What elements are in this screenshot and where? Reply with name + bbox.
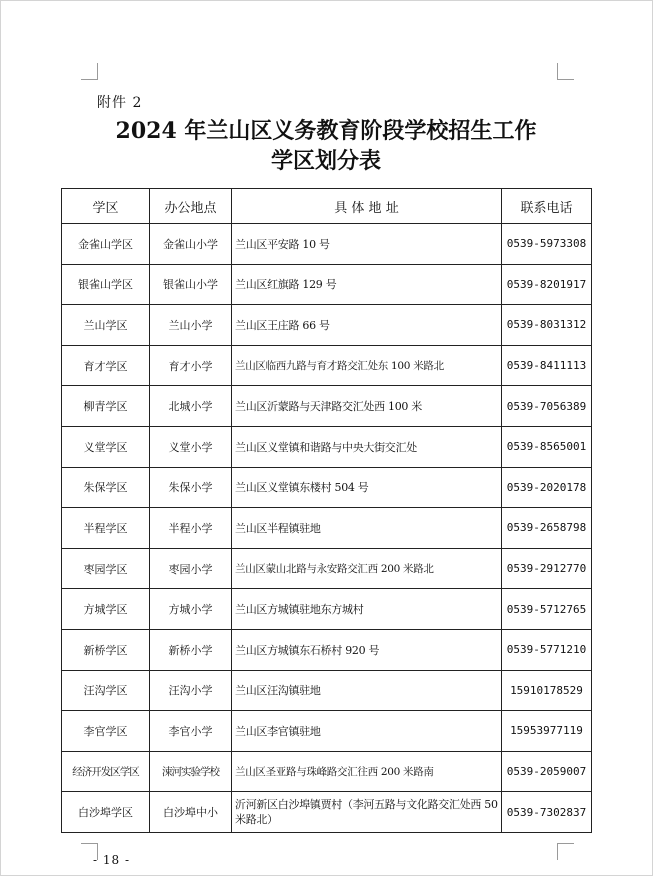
cell-district: 兰山学区 xyxy=(62,305,150,346)
table-row xyxy=(62,670,592,711)
cell-address: 兰山区平安路 10 号 xyxy=(232,224,502,265)
cell-phone: 0539-5973308 xyxy=(502,224,592,265)
cell-phone: 0539-7056389 xyxy=(502,386,592,427)
cell-district: 新桥学区 xyxy=(62,629,150,670)
cell-address: 兰山区方城镇东石桥村 920 号 xyxy=(232,629,502,670)
cell-district: 白沙埠学区 xyxy=(62,792,150,833)
cell-phone: 15910178529 xyxy=(502,670,592,711)
cell-office: 枣园小学 xyxy=(150,548,232,589)
cell-office: 白沙埠中小 xyxy=(150,792,232,833)
cell-district: 柳青学区 xyxy=(62,386,150,427)
cell-district: 方城学区 xyxy=(62,589,150,630)
cell-phone: 15953977119 xyxy=(502,711,592,752)
cell-district: 金雀山学区 xyxy=(62,224,150,265)
header-address: 具 体 地 址 xyxy=(232,189,502,224)
cell-address: 兰山区义堂镇东楼村 504 号 xyxy=(232,467,502,508)
table-row xyxy=(62,508,592,549)
cell-district: 汪沟学区 xyxy=(62,670,150,711)
table-row xyxy=(62,467,592,508)
table-row xyxy=(62,548,592,589)
crop-mark-top-right xyxy=(557,63,574,80)
cell-phone: 0539-5712765 xyxy=(502,589,592,630)
cell-phone: 0539-8031312 xyxy=(502,305,592,346)
cell-office: 半程小学 xyxy=(150,508,232,549)
cell-phone: 0539-8565001 xyxy=(502,426,592,467)
cell-district: 朱保学区 xyxy=(62,467,150,508)
district-table xyxy=(61,188,592,833)
table-row xyxy=(62,589,592,630)
cell-district: 枣园学区 xyxy=(62,548,150,589)
cell-phone: 0539-2059007 xyxy=(502,751,592,792)
cell-district: 育才学区 xyxy=(62,345,150,386)
table-row xyxy=(62,426,592,467)
cell-address: 兰山区李官镇驻地 xyxy=(232,711,502,752)
page-number: - 18 - xyxy=(93,853,131,867)
cell-phone: 0539-5771210 xyxy=(502,629,592,670)
header-district: 学区 xyxy=(62,189,150,224)
cell-address: 兰山区沂蒙路与天津路交汇处西 100 米 xyxy=(232,386,502,427)
cell-office: 涑河实验学校 xyxy=(150,751,232,792)
cell-office: 义堂小学 xyxy=(150,426,232,467)
table-row xyxy=(62,386,592,427)
title-line-1: 2024 年兰山区义务教育阶段学校招生工作 xyxy=(115,118,537,144)
table-row xyxy=(62,792,592,833)
cell-office: 金雀山小学 xyxy=(150,224,232,265)
table-row xyxy=(62,711,592,752)
table-row xyxy=(62,345,592,386)
cell-district: 半程学区 xyxy=(62,508,150,549)
header-office: 办公地点 xyxy=(150,189,232,224)
table-row xyxy=(62,264,592,305)
cell-address: 兰山区汪沟镇驻地 xyxy=(232,670,502,711)
cell-office: 银雀山小学 xyxy=(150,264,232,305)
cell-office: 汪沟小学 xyxy=(150,670,232,711)
cell-address: 兰山区方城镇驻地东方城村 xyxy=(232,589,502,630)
cell-phone: 0539-8201917 xyxy=(502,264,592,305)
cell-phone: 0539-2912770 xyxy=(502,548,592,589)
cell-phone: 0539-2020178 xyxy=(502,467,592,508)
cell-office: 育才小学 xyxy=(150,345,232,386)
cell-address: 兰山区红旗路 129 号 xyxy=(232,264,502,305)
cell-office: 新桥小学 xyxy=(150,629,232,670)
crop-mark-top-left xyxy=(81,63,98,80)
cell-office: 方城小学 xyxy=(150,589,232,630)
table-row xyxy=(62,751,592,792)
annex-label: 附件 2 xyxy=(97,95,143,111)
cell-district: 经济开发区学区 xyxy=(62,751,150,792)
cell-address: 沂河新区白沙埠镇贾村（李河五路与文化路交汇处西 50 米路北） xyxy=(232,792,502,833)
cell-phone: 0539-2658798 xyxy=(502,508,592,549)
title-line-2: 学区划分表 xyxy=(270,148,381,174)
cell-office: 北城小学 xyxy=(150,386,232,427)
cell-phone: 0539-8411113 xyxy=(502,345,592,386)
cell-district: 李官学区 xyxy=(62,711,150,752)
cell-address: 兰山区临西九路与育才路交汇处东 100 米路北 xyxy=(232,345,502,386)
table-header-row xyxy=(62,189,592,224)
cell-district: 银雀山学区 xyxy=(62,264,150,305)
cell-address: 兰山区王庄路 66 号 xyxy=(232,305,502,346)
cell-address: 兰山区圣亚路与珠峰路交汇往西 200 米路南 xyxy=(232,751,502,792)
cell-address: 兰山区义堂镇和谐路与中央大街交汇处 xyxy=(232,426,502,467)
crop-mark-bottom-right xyxy=(557,843,574,860)
cell-office: 李官小学 xyxy=(150,711,232,752)
cell-office: 朱保小学 xyxy=(150,467,232,508)
cell-address: 兰山区半程镇驻地 xyxy=(232,508,502,549)
table-row xyxy=(62,629,592,670)
header-phone: 联系电话 xyxy=(502,189,592,224)
cell-office: 兰山小学 xyxy=(150,305,232,346)
table-row xyxy=(62,305,592,346)
cell-address: 兰山区蒙山北路与永安路交汇西 200 米路北 xyxy=(232,548,502,589)
table-row xyxy=(62,224,592,265)
cell-phone: 0539-7302837 xyxy=(502,792,592,833)
cell-district: 义堂学区 xyxy=(62,426,150,467)
